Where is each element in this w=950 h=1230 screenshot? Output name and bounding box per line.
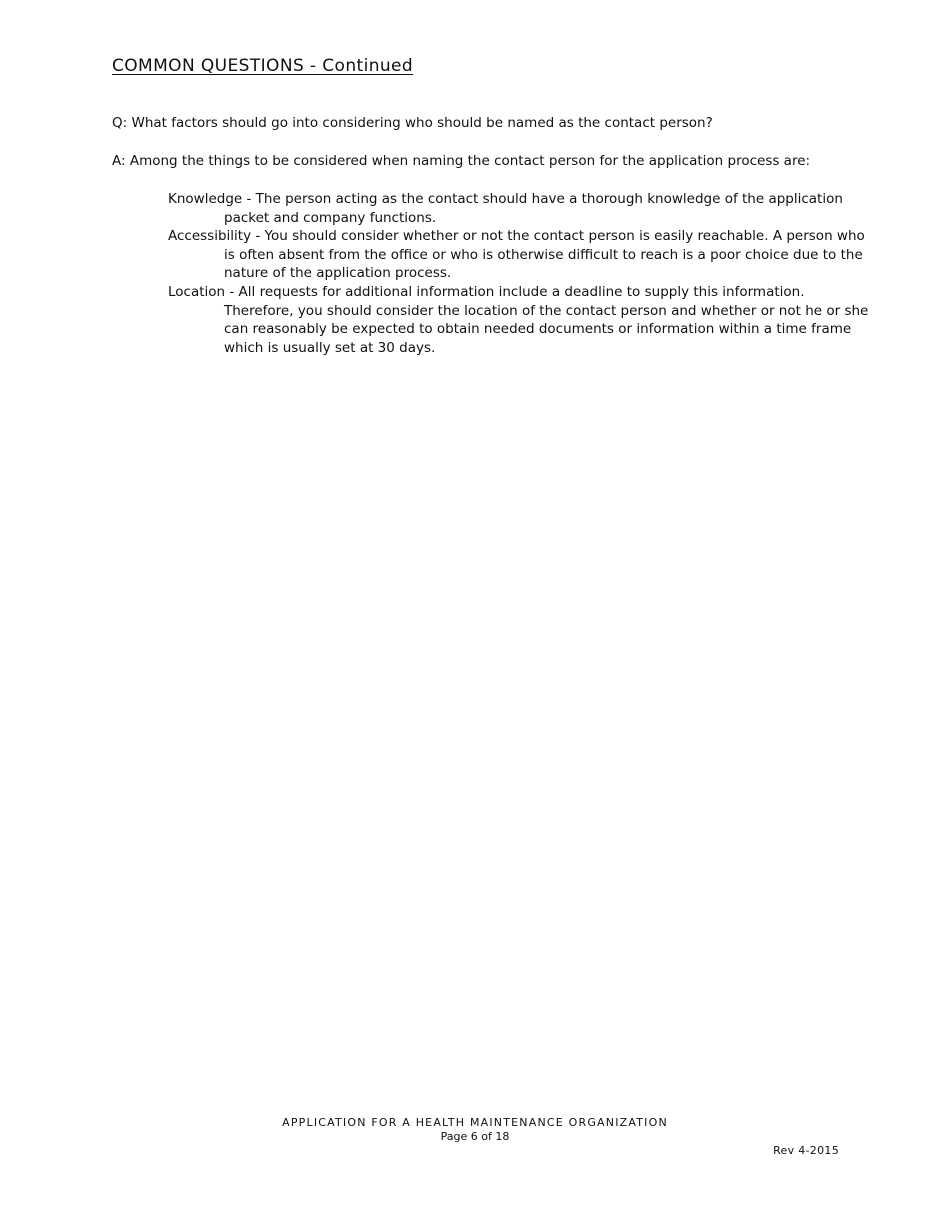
factor-line: Therefore, you should consider the location of the contact person and whether or not he or she (224, 302, 869, 319)
page-heading: COMMON QUESTIONS - Continued (112, 56, 414, 76)
footer-document-title: APPLICATION FOR A HEALTH MAINTENANCE ORGANIZATION (282, 1116, 668, 1129)
factor-line: which is usually set at 30 days. (224, 339, 436, 356)
factor-line: packet and company functions. (224, 209, 437, 226)
footer-page-number: Page 6 of 18 (440, 1130, 510, 1143)
factor-line: Accessibility - You should consider whether or not the contact person is easily reachable. A person who (168, 228, 865, 245)
factor-line: nature of the application process. (224, 265, 452, 282)
footer-revision: Rev 4-2015 (773, 1144, 839, 1157)
factor-knowledge (168, 190, 848, 227)
factor-line: is often absent from the office or who is otherwise difficult to reach is a poor choice due to the (224, 246, 863, 263)
factor-location (168, 283, 869, 357)
factor-accessibility (168, 227, 865, 283)
factor-list (168, 190, 869, 357)
factor-line: Knowledge - The person acting as the contact should have a thorough knowledge of the application (168, 191, 843, 207)
factor-line: can reasonably be expected to obtain needed documents or information within a time frame (224, 321, 852, 338)
answer-intro-text: A: Among the things to be considered when naming the contact person for the application process are: (112, 153, 811, 169)
question-text: Q: What factors should go into considering who should be named as the contact person? (112, 115, 713, 131)
factor-line: Location - All requests for additional information include a deadline to supply this information. (168, 283, 805, 300)
